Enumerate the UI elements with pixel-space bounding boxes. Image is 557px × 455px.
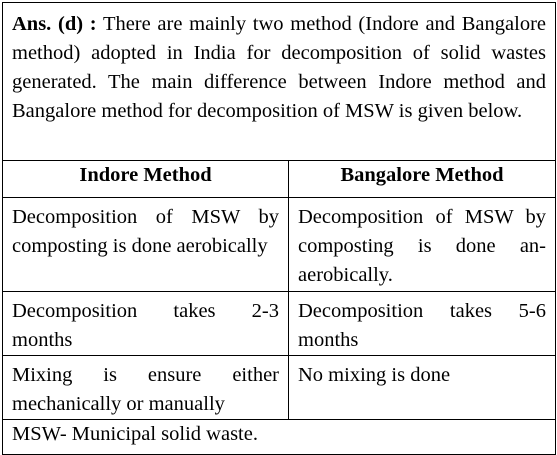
table-cell-indore: Decomposition takes 2-3 months [3, 292, 289, 356]
column-header-bangalore: Bangalore Method [289, 161, 556, 198]
header-row [3, 161, 556, 198]
footnote: MSW- Municipal solid waste. [3, 420, 556, 455]
answer-label: Ans. (d) : [12, 13, 97, 35]
table-row [3, 356, 556, 420]
table-cell-bangalore: Decomposition takes 5-6 months [289, 292, 556, 356]
column-header-indore: Indore Method [3, 161, 289, 198]
footnote-row [3, 420, 556, 455]
answer-intro-text: There are mainly two method (Indore and Bangalore method) adopted in India for decomposition of solid wastes generated. The main difference between Indore method and Bangalore method for decomposition of MSW is given below. [12, 13, 547, 122]
intro-cell [3, 3, 556, 161]
intro-row [3, 3, 556, 161]
table-cell-indore: Decomposition of MSW by composting is done aerobically [3, 198, 289, 292]
table-cell-bangalore: No mixing is done [289, 356, 556, 420]
table-row [3, 198, 556, 292]
table-cell-bangalore: Decomposition of MSW by composting is done an-aerobically. [289, 198, 556, 292]
table-cell-indore: Mixing is ensure either mechanically or manually [3, 356, 289, 420]
comparison-table [2, 2, 556, 455]
table-row [3, 292, 556, 356]
